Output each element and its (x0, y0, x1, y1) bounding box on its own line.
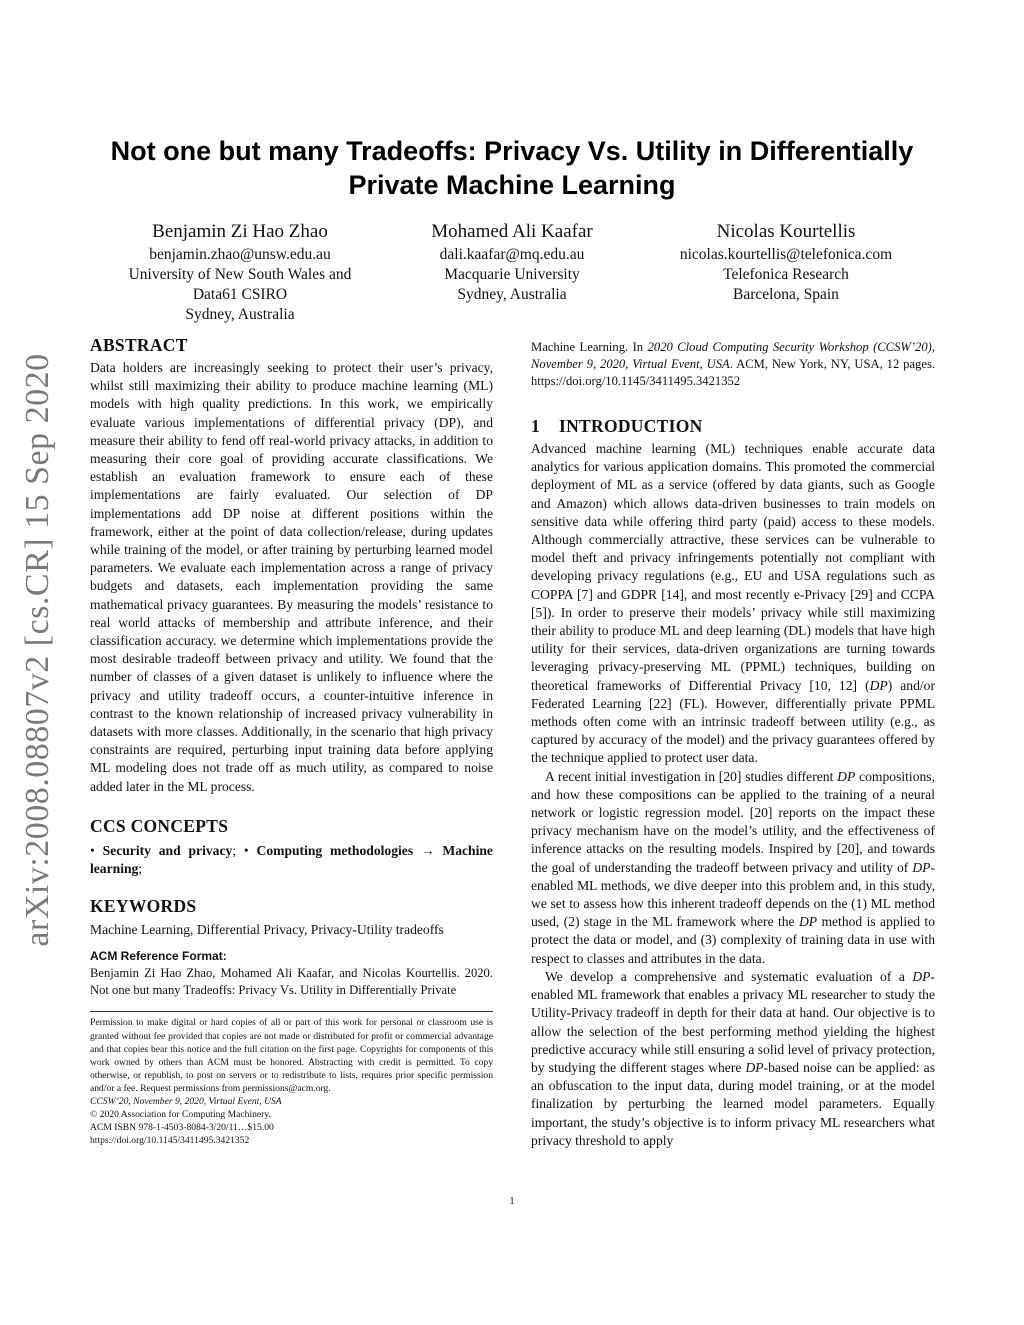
paragraph-text: We develop a comprehensive and systematic evaluation of a (545, 968, 913, 984)
title-line-1: Not one but many Tradeoffs: Privacy Vs. Utility in Differentially (110, 136, 914, 166)
author-3 (636, 219, 936, 305)
arxiv-identifier: arXiv:2008.08807v2 [cs.CR] 15 Sep 2020 (19, 353, 56, 947)
keywords-text: Machine Learning, Differential Privacy, Privacy-Utility tradeoffs (90, 922, 444, 938)
paragraph-text: A recent initial investigation in [20] studies different (545, 768, 838, 784)
reference-venue: 2020 Cloud Computing Security Workshop (CCSW’20), November 9, 2020, Virtual Event, USA (531, 340, 935, 371)
author-affiliation: Macquarie University (444, 266, 580, 283)
copyright-notice: © 2020 Association for Computing Machinery. (90, 1109, 271, 1121)
author-2 (362, 219, 662, 305)
conference-venue: CCSW’20, November 9, 2020, Virtual Event, USA (90, 1096, 282, 1108)
paragraph-text: -enabled ML methods, we dive deeper into this problem and, in this study, we set to assess how this inherent tradeoff depends on the (1) ML method used, (2) stage in the ML framework where the (531, 859, 935, 930)
author-email: dali.kaafar@mq.edu.au (439, 246, 585, 263)
author-email: nicolas.kourtellis@telefonica.com (679, 246, 893, 263)
bullet: • (243, 842, 249, 858)
paragraph-text: compositions, and how these compositions can be applied to the training of a neural network or logistic regression model. [20] reports on the impact these privacy mechanism have on the model’s utility, and the effectiveness of inference attacks on the resulting models. Inspired by [20], and towards the goal of understanding the tradeoff between privacy and utility of (531, 768, 935, 875)
page-number: 1 (509, 1196, 515, 1207)
author-email: benjamin.zhao@unsw.edu.au (149, 246, 331, 263)
section-number: 1 (531, 416, 541, 436)
ccs-heading: CCS CONCEPTS (90, 815, 229, 836)
dp-term: DP (798, 914, 818, 930)
ccs-concepts (90, 842, 493, 878)
author-name: Benjamin Zi Hao Zhao (152, 221, 328, 242)
paragraph-text: -based noise can be applied: as an obfuscation to the input data, during model training, or at the model finalization by perturbing the learned model parameters. Equally important, the study’s objective is to inform privacy ML researchers what privacy threshold to apply (531, 1059, 935, 1148)
left-column (90, 333, 493, 1147)
title-line-2: Private Machine Learning (348, 170, 676, 200)
acm-reference-heading: ACM Reference Format: (90, 949, 227, 964)
isbn: ACM ISBN 978-1-4503-8084-3/20/11…$15.00 (90, 1122, 274, 1134)
separator: ; (232, 842, 237, 858)
permission-text: Permission to make digital or hard copies of all or part of this work for personal or classroom use is granted without fee provided that copies are not made or distributed for profit or commercial advantage and that copies bear this notice and the full citation on the first page. Copyrights for components of this work owned by others than ACM must be honored. Abstracting with credit is permitted. To copy otherwise, or republish, to post on servers or to redistribute to lists, requires prior specific permission and/or a fee. Request permissions from permissions@acm.org. (90, 1017, 493, 1094)
author-location: Barcelona, Spain (733, 286, 839, 303)
arrow: → (420, 842, 435, 858)
ccs-item: Machine learning (90, 842, 493, 877)
author-name: Mohamed Ali Kaafar (431, 221, 593, 242)
section-title: INTRODUCTION (559, 416, 703, 436)
right-column (531, 333, 935, 1150)
keywords-heading: KEYWORDS (90, 896, 197, 917)
bullet: • (90, 842, 95, 858)
dp-term: DP (912, 968, 931, 984)
dp-term: DP (745, 1059, 764, 1075)
abstract-heading: ABSTRACT (90, 335, 188, 355)
author-1 (90, 219, 390, 325)
intro-paragraph-1 (531, 440, 935, 768)
paragraph-text: method is applied to protect the data or model, and (3) complexity of training data in use with respect to classes and attributes in the data. (531, 914, 935, 966)
dp-term: DP (912, 859, 931, 875)
author-block (90, 219, 934, 329)
reference-text: . ACM, New York, NY, USA, 12 pages. https://doi.org/10.1145/3411495.3421352 (531, 357, 936, 388)
paragraph-text: Advanced machine learning (ML) techniques enable accurate data analytics for various application domains. This promoted the commercial deployment of ML as a service (offered by data giants, such as Google and Amazon) which allows data-driven businesses to train models on sensitive data while offering third party (paid) access to these models. Although commercially attractive, these services can be vulnerable to model theft and privacy infringements potentially not compliant with developing privacy regulations (e.g., EU and USA regulations such as COPPA [7] and GDPR [14], and most recently e-Privacy [29] and CCPA [5]). In order to preserve their models’ privacy while still maximizing their ability to produce ML and deep learning (DL) models that have high utility for their services, data-driven organizations are turning towards leveraging privacy-preserving ML (PPML) techniques, building on theoretical frameworks of Differential Privacy [10, 12] ( (531, 441, 935, 693)
dp-term: DP (837, 768, 856, 784)
paragraph-text: ) and/or Federated Learning [22] (FL). However, differentially private PPML methods often come with an intrinsic tradeoff between utility (e.g., as captured by accuracy of the model) and the privacy guarantees offered by the technique applied to protect user data. (531, 677, 935, 766)
footnote-rule (90, 1011, 493, 1012)
acm-reference-continued (531, 339, 935, 390)
introduction-heading (531, 414, 935, 438)
separator: ; (138, 861, 143, 877)
ccs-item: Computing methodologies (256, 842, 414, 858)
acm-reference-text: Benjamin Zi Hao Zhao, Mohamed Ali Kaafar, and Nicolas Kourtellis. 2020. Not one but many Tradeoffs: Privacy Vs. Utility in Differentially Private (90, 966, 493, 998)
paper-title (90, 134, 934, 202)
reference-text: Machine Learning. In (531, 340, 644, 354)
dp-term: DP (869, 677, 888, 693)
abstract-text: Data holders are increasingly seeking to protect their user’s privacy, whilst still maximizing their ability to produce machine learning (ML) models with high quality predictions. In this work, we empirically evaluate various implementations of differential privacy (DP), and measure their ability to fend off real-world privacy attacks, in addition to measuring their core goal of providing accurate classifications. We establish an evaluation framework to ensure each of these implementations are fairly evaluated. Our selection of DP implementations add DP noise at different positions within the framework, either at the point of data collection/release, during updates while training of the model, or after training by perturbing learned model parameters. We evaluate each implementation across a range of privacy budgets and datasets, each implementation providing the same mathematical privacy guarantees. By measuring the models’ resistance to real world attacks of membership and attribute inference, and their classification accuracy. we determine which implementations provide the most desirable tradeoff between privacy and utility. We found that the number of classes of a given dataset is unlikely to influence where the privacy and utility tradeoff occurs, a counter-intuitive inference in contrast to the known relationship of increased privacy vulnerability in datasets with more classes. Additionally, in the scenario that high privacy constraints are required, perturbing input training data before applying ML modeling does not trade off as much utility, as compared to noise added later in the ML process. (90, 360, 493, 794)
author-name: Nicolas Kourtellis (716, 221, 856, 242)
author-affiliation: Telefonica Research (723, 266, 849, 283)
paragraph-text: -enabled ML framework that enables a privacy ML researcher to study the Utility-Privacy tradeoff in depth for their data at hand. Our objective is to allow the selection of the best performing method yielding the highest predictive accuracy while still ensuring a solid level of privacy protection, by studying the different stages where (531, 968, 935, 1075)
author-affiliation: Data61 CSIRO (192, 286, 288, 303)
author-affiliation: University of New South Wales and (128, 266, 352, 283)
author-location: Sydney, Australia (185, 306, 295, 323)
arxiv-sidebar (16, 340, 60, 960)
ccs-item: Security and privacy (102, 842, 233, 858)
intro-paragraph-2 (531, 768, 935, 968)
doi-link: https://doi.org/10.1145/3411495.3421352 (90, 1135, 250, 1147)
intro-paragraph-3 (531, 968, 935, 1150)
author-location: Sydney, Australia (457, 286, 567, 303)
permission-footnote (90, 1016, 493, 1147)
